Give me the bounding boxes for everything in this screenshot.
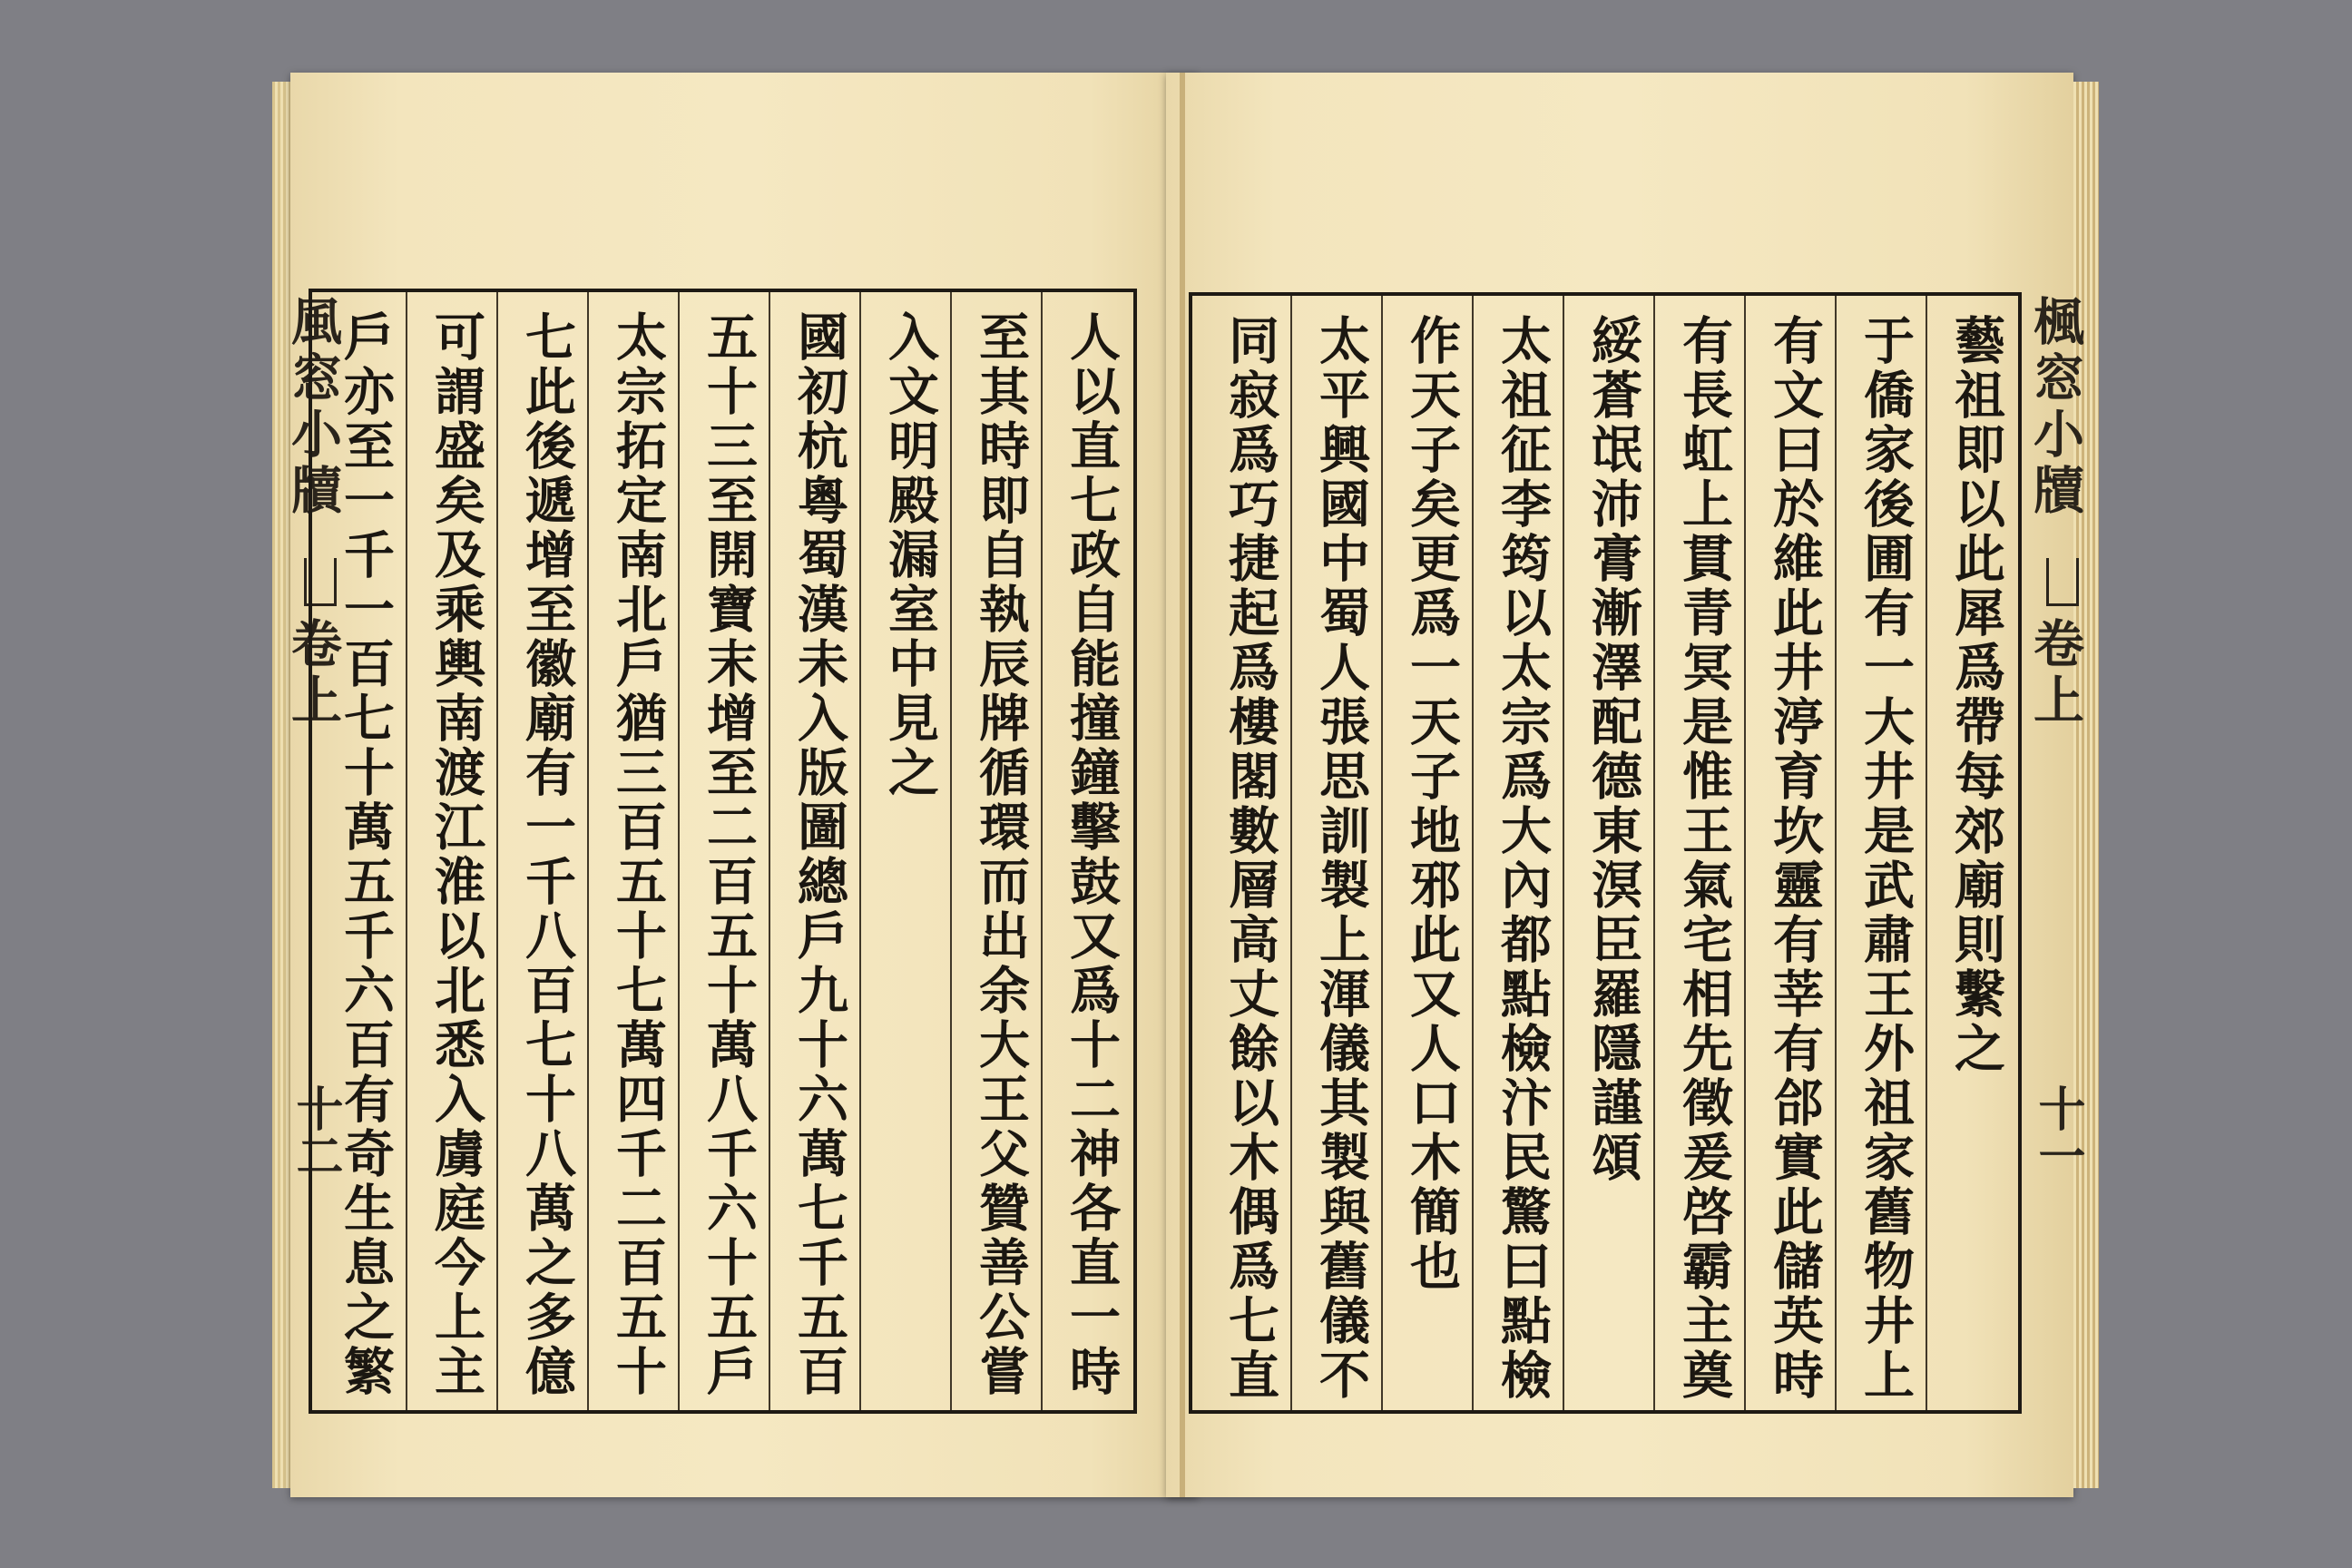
right-fish-tail (2046, 558, 2079, 606)
right-folio-number: 十一 (2030, 1084, 2085, 1179)
left-folio-number: 十二 (288, 1084, 343, 1179)
right-col-8: 太平興國中蜀人張思訓製上渾儀其製與舊儀不 (1311, 314, 1371, 1403)
left-col-9: 戶亦至一千一百七十萬五千六百有奇生息之繁 (336, 310, 396, 1399)
left-col-6: 太宗拓定南北戶猶三百五十七萬四千二百五十 (608, 310, 668, 1399)
right-col-3: 有文曰於維此井渟育坎靈有莘有郃實此儲英時 (1765, 314, 1825, 1403)
book-gutter (1180, 73, 1185, 1497)
right-margin-title: 楓窓小牘 (2025, 295, 2085, 520)
right-col-5: 綏蒼氓沛膏漸澤配德東溟臣羅隱謹頌 (1583, 314, 1643, 1185)
right-col-2: 于僑家後圃有一大井是武肅王外祖家舊物井上 (1856, 314, 1916, 1403)
left-col-7: 七此後遞增至徽廟有一千八百七十八萬之多億 (517, 310, 577, 1399)
right-margin-volume: 卷上 (2025, 617, 2085, 730)
right-col-7: 作天子矣更爲一天子地邪此又人口木簡也 (1402, 314, 1462, 1294)
left-margin-volume: 卷上 (283, 617, 343, 730)
left-col-2: 至其時即自執辰牌循環而出余大王父贊善公嘗 (971, 310, 1031, 1399)
right-col-1: 藝祖即以此犀爲帶每郊廟則繫之 (1946, 314, 2006, 1076)
right-col-4: 有長虹上貫青冥是惟王氣宅相先徵爰啓霸主奠 (1674, 314, 1734, 1403)
right-col-6: 太祖征李筠以太宗爲大內都點檢汴民驚曰點檢 (1493, 314, 1553, 1403)
right-text-frame (1189, 292, 2022, 1414)
left-col-4: 國初杭粵蜀漢未入版圖總戶九十六萬七千五百 (789, 310, 849, 1399)
left-col-3: 入文明殿漏室中見之 (880, 310, 940, 800)
left-col-8: 可謂盛矣及乘輿南渡江淮以北悉入虜庭今上主 (426, 310, 486, 1399)
left-text-frame (309, 289, 1137, 1414)
right-col-9: 同寂爲巧捷起爲樓閣數層高丈餘以木偶爲七直 (1220, 314, 1280, 1403)
page-edges-right (2073, 82, 2099, 1488)
left-col-1: 人以直七政自能撞鐘擊鼓又爲十二神各直一時 (1062, 310, 1122, 1399)
left-margin-title: 風窓小牘 (283, 295, 343, 520)
left-col-5: 五十三至開寶末增至二百五十萬八千六十五戶 (699, 310, 759, 1399)
